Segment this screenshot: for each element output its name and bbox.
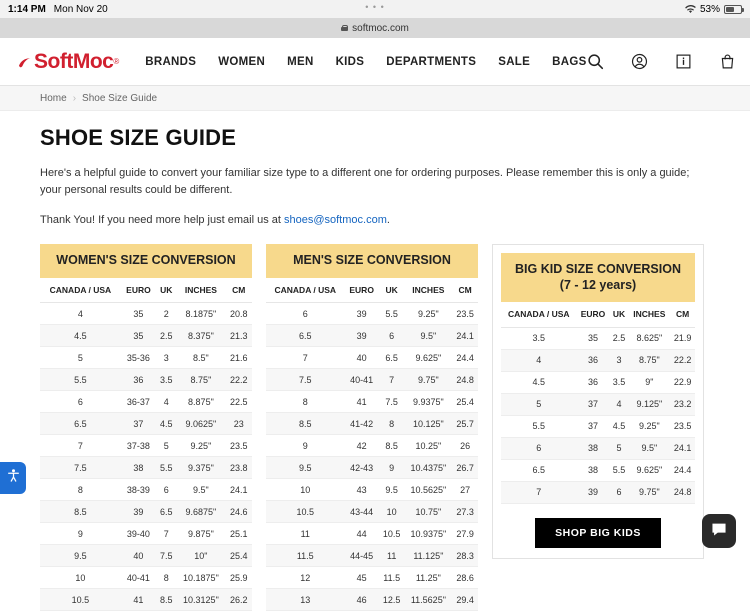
table-cell-2: 7.5 [379,391,405,413]
table-cell-4: 25.4 [452,391,478,413]
table-cell-2: 9 [379,457,405,479]
table-cell-3: 9.5" [405,325,453,347]
table-cell-4: 24.1 [225,479,252,501]
contact-paragraph [40,214,710,226]
site-header [0,38,750,86]
table-row [266,391,478,413]
table-cell-1: 39 [577,481,610,503]
table-cell-2: 5.5 [609,459,628,481]
table-cell-1: 42-43 [345,457,379,479]
table-cell-2: 7.5 [156,545,176,567]
table-cell-3: 9.25" [629,415,671,437]
table-cell-0: 5 [501,393,577,415]
table-row [40,545,252,567]
table-cell-4: 23.2 [670,393,695,415]
table-cell-3: 9.75" [405,369,453,391]
battery-icon [724,5,742,14]
table-cell-2: 5.5 [156,457,176,479]
table-cell-2: 7 [156,523,176,545]
table-cell-1: 38-39 [121,479,156,501]
table-row [40,589,252,611]
table-cell-3: 9.0625" [176,413,225,435]
col-canada-usa: CANADA / USA [40,278,121,303]
table-cell-2: 4 [156,391,176,413]
table-row [501,437,695,459]
table-cell-4: 25.9 [225,567,252,589]
table-cell-1: 46 [345,589,379,611]
info-icon[interactable] [675,53,693,71]
table-cell-1: 39-40 [121,523,156,545]
table-cell-1: 44 [345,523,379,545]
table-row [40,501,252,523]
mens-table-body [266,303,478,611]
table-cell-0: 4 [501,349,577,371]
table-cell-3: 9.9375" [405,391,453,413]
status-date: Mon Nov 20 [53,3,108,15]
table-cell-2: 8.5 [156,589,176,611]
womens-size-table-card [40,244,252,611]
table-cell-0: 6 [40,391,121,413]
table-cell-3: 9.25" [176,435,225,457]
table-cell-4: 24.8 [452,369,478,391]
intro-paragraph: Here's a helpful guide to convert your familiar size type to a different one for ordering purposes. Please remember this is only a guide; your personal results could be different. [40,167,690,197]
table-cell-1: 36 [577,371,610,393]
table-cell-0: 11 [266,523,345,545]
nav-men[interactable]: MEN [287,55,314,68]
table-row [40,325,252,347]
table-cell-3: 9.125" [629,393,671,415]
wifi-icon [685,5,696,14]
table-cell-1: 44-45 [345,545,379,567]
table-cell-4: 25.1 [225,523,252,545]
table-header-row [501,302,695,327]
table-cell-1: 35 [121,303,156,325]
table-cell-4: 22.9 [670,371,695,393]
lock-icon [341,25,348,31]
table-cell-4: 24.6 [225,501,252,523]
table-row [501,371,695,393]
table-cell-0: 4.5 [501,371,577,393]
table-cell-3: 10" [176,545,225,567]
table-row [40,369,252,391]
header-icon-group [587,53,737,71]
table-cell-4: 29.4 [452,589,478,611]
table-cell-3: 11.5625" [405,589,453,611]
logo-swoosh-icon [18,56,32,68]
table-cell-0: 7 [266,347,345,369]
table-cell-1: 35 [577,327,610,349]
nav-bags[interactable]: BAGS [552,55,587,68]
table-cell-1: 37 [577,393,610,415]
table-cell-2: 4 [609,393,628,415]
url-text[interactable]: softmoc.com [352,22,409,34]
tab-dots-indicator: • • • [365,2,385,12]
table-cell-2: 6 [379,325,405,347]
table-row [266,325,478,347]
table-row [40,391,252,413]
col-inches: INCHES [629,302,671,327]
table-row [40,523,252,545]
table-row [40,347,252,369]
table-cell-2: 11.5 [379,567,405,589]
logo-registered-mark: ® [113,57,120,66]
table-row [266,567,478,589]
table-cell-4: 25.7 [452,413,478,435]
table-cell-1: 45 [345,567,379,589]
table-cell-4: 24.1 [670,437,695,459]
table-cell-4: 26 [452,435,478,457]
table-cell-4: 27 [452,479,478,501]
mens-size-table [266,278,478,611]
table-cell-0: 7.5 [266,369,345,391]
table-cell-3: 10.4375" [405,457,453,479]
nav-sale[interactable]: SALE [498,55,531,68]
table-cell-3: 9.25" [405,303,453,325]
table-cell-0: 8 [266,391,345,413]
table-cell-0: 7.5 [40,457,121,479]
table-cell-0: 6.5 [266,325,345,347]
table-cell-2: 7 [379,369,405,391]
browser-url-bar[interactable] [0,18,750,38]
table-row [40,303,252,325]
table-cell-0: 3.5 [501,327,577,349]
col-inches: INCHES [405,278,453,303]
table-cell-2: 9.5 [379,479,405,501]
table-row [266,545,478,567]
table-cell-3: 11.125" [405,545,453,567]
table-cell-1: 35-36 [121,347,156,369]
table-cell-0: 12 [266,567,345,589]
table-cell-4: 26.2 [225,589,252,611]
table-cell-2: 3.5 [609,371,628,393]
table-row [266,369,478,391]
table-cell-2: 8.5 [379,435,405,457]
table-cell-0: 4.5 [40,325,121,347]
table-cell-3: 9.75" [629,481,671,503]
table-cell-3: 9.625" [405,347,453,369]
col-euro: EURO [121,278,156,303]
table-cell-4: 25.4 [225,545,252,567]
table-row [40,413,252,435]
womens-size-table [40,278,252,611]
email-link[interactable]: shoes@softmoc.com [283,214,387,227]
table-cell-1: 40 [345,347,379,369]
table-cell-4: 24.1 [452,325,478,347]
table-row [40,457,252,479]
table-cell-3: 8.75" [629,349,671,371]
table-cell-0: 6.5 [501,459,577,481]
table-row [266,435,478,457]
bigkid-table-title [501,253,695,302]
table-cell-2: 5.5 [379,303,405,325]
col-euro: EURO [345,278,379,303]
mens-size-table-card [266,244,478,611]
table-cell-1: 41-42 [345,413,379,435]
nav-departments[interactable]: DEPARTMENTS [386,55,477,68]
table-cell-0: 5.5 [40,369,121,391]
status-time: 1:14 PM [8,3,46,15]
table-cell-4: 23 [225,413,252,435]
bigkid-title-line2: (7 - 12 years) [559,277,637,292]
table-cell-3: 8.375" [176,325,225,347]
table-cell-4: 22.5 [225,391,252,413]
table-cell-3: 11.25" [405,567,453,589]
table-row [266,523,478,545]
table-row [501,393,695,415]
col-cm: CM [225,278,252,303]
table-cell-1: 36-37 [121,391,156,413]
table-cell-4: 24.8 [670,481,695,503]
table-cell-2: 12.5 [379,589,405,611]
table-row [501,349,695,371]
table-cell-0: 6.5 [40,413,121,435]
bigkid-title-line1: BIG KID SIZE CONVERSION [515,262,681,277]
breadcrumb-current: Shoe Size Guide [82,92,158,104]
table-cell-3: 9.6875" [176,501,225,523]
col-cm: CM [670,302,695,327]
table-cell-1: 35 [121,325,156,347]
table-cell-3: 9.625" [629,459,671,481]
table-cell-3: 10.1875" [176,567,225,589]
table-cell-0: 10.5 [40,589,121,611]
contact-suffix: . [386,214,390,227]
table-cell-0: 5 [40,347,121,369]
table-header-row [40,278,252,303]
table-cell-1: 41 [121,589,156,611]
table-cell-3: 9.5" [629,437,671,459]
page-title: SHOE SIZE GUIDE [40,125,237,150]
table-cell-1: 36 [577,349,610,371]
table-cell-3: 8.75" [176,369,225,391]
table-row [266,457,478,479]
table-cell-4: 27.9 [452,523,478,545]
table-cell-1: 38 [121,457,156,479]
table-cell-0: 9 [40,523,121,545]
table-cell-0: 6 [501,437,577,459]
table-cell-4: 21.3 [225,325,252,347]
table-cell-0: 8.5 [266,413,345,435]
table-cell-4: 27.3 [452,501,478,523]
table-row [266,303,478,325]
table-row [501,415,695,437]
table-cell-3: 10.3125" [176,589,225,611]
table-row [40,435,252,457]
battery-percent: 53% [699,3,720,15]
table-cell-1: 39 [121,501,156,523]
status-left [8,4,108,15]
col-canada-usa: CANADA / USA [266,278,345,303]
search-icon[interactable] [587,53,605,71]
nav-brands[interactable]: BRANDS [145,55,197,68]
table-cell-4: 23.5 [225,435,252,457]
table-cell-3: 10.5625" [405,479,453,501]
shop-big-kids-button[interactable]: SHOP BIG KIDS [535,518,661,548]
accessibility-icon [6,468,21,488]
table-cell-2: 6 [609,481,628,503]
table-cell-2: 5 [156,435,176,457]
col-uk: UK [379,278,405,303]
table-cell-4: 23.5 [452,303,478,325]
ios-status-bar [0,0,750,18]
table-cell-2: 2 [156,303,176,325]
womens-table-title: WOMEN'S SIZE CONVERSION [40,244,252,278]
shop-big-kids-wrap [493,518,703,548]
status-right [685,0,742,18]
table-cell-1: 38 [577,459,610,481]
table-row [266,413,478,435]
page-content [0,111,750,611]
table-cell-4: 20.8 [225,303,252,325]
chat-icon [710,520,728,543]
table-cell-2: 6.5 [156,501,176,523]
table-cell-4: 21.6 [225,347,252,369]
table-row [266,347,478,369]
table-cell-3: 8.1875" [176,303,225,325]
table-row [266,501,478,523]
table-cell-3: 10.25" [405,435,453,457]
table-cell-3: 10.125" [405,413,453,435]
table-cell-3: 9.875" [176,523,225,545]
table-cell-0: 9.5 [266,457,345,479]
table-cell-2: 8 [156,567,176,589]
table-cell-4: 21.9 [670,327,695,349]
table-header-row [266,278,478,303]
nav-kids[interactable]: KIDS [335,55,365,68]
table-cell-1: 37 [121,413,156,435]
table-cell-0: 4 [40,303,121,325]
table-cell-0: 11.5 [266,545,345,567]
table-cell-0: 7 [501,481,577,503]
table-cell-3: 10.75" [405,501,453,523]
table-cell-1: 41 [345,391,379,413]
table-cell-0: 10 [40,567,121,589]
table-cell-3: 8.875" [176,391,225,413]
table-cell-4: 28.3 [452,545,478,567]
col-uk: UK [156,278,176,303]
size-tables [40,244,710,611]
table-cell-0: 13 [266,589,345,611]
contact-prefix: Thank You! If you need more help just email us at [40,214,284,227]
table-cell-2: 2.5 [609,327,628,349]
col-canada-usa: CANADA / USA [501,302,577,327]
col-euro: EURO [577,302,610,327]
table-cell-4: 28.6 [452,567,478,589]
table-cell-1: 39 [345,303,379,325]
chat-button[interactable] [702,514,736,548]
table-row [40,567,252,589]
table-cell-2: 2.5 [156,325,176,347]
table-cell-0: 6 [266,303,345,325]
table-cell-4: 24.4 [670,459,695,481]
table-cell-2: 3.5 [156,369,176,391]
table-cell-2: 3 [156,347,176,369]
table-cell-2: 11 [379,545,405,567]
table-cell-0: 9 [266,435,345,457]
table-cell-4: 22.2 [670,349,695,371]
table-cell-0: 10.5 [266,501,345,523]
table-row [266,479,478,501]
table-cell-3: 9.5" [176,479,225,501]
breadcrumb-home[interactable]: Home [40,92,67,104]
table-cell-3: 8.625" [629,327,671,349]
table-cell-1: 40 [121,545,156,567]
table-row [266,589,478,611]
table-cell-0: 9.5 [40,545,121,567]
account-icon[interactable] [631,53,649,71]
col-cm: CM [452,278,478,303]
table-row [501,481,695,503]
nav-women[interactable]: WOMEN [218,55,266,68]
table-cell-1: 38 [577,437,610,459]
softmoc-logo[interactable] [18,50,119,74]
table-cell-0: 7 [40,435,121,457]
table-cell-1: 36 [121,369,156,391]
table-cell-1: 40-41 [121,567,156,589]
table-cell-1: 43-44 [345,501,379,523]
table-cell-3: 10.9375" [405,523,453,545]
bigkid-size-table-card [492,244,704,559]
breadcrumb-separator: › [72,92,77,104]
table-cell-4: 23.8 [225,457,252,479]
logo-text: SoftMoc [34,49,114,73]
table-cell-1: 37-38 [121,435,156,457]
col-inches: INCHES [176,278,225,303]
womens-table-body [40,303,252,611]
shopping-bag-icon[interactable] [719,53,737,71]
table-cell-0: 8.5 [40,501,121,523]
table-cell-1: 42 [345,435,379,457]
bigkid-table-body [501,327,695,503]
table-cell-1: 39 [345,325,379,347]
table-cell-2: 10.5 [379,523,405,545]
table-cell-1: 37 [577,415,610,437]
table-cell-4: 22.2 [225,369,252,391]
table-cell-2: 10 [379,501,405,523]
table-cell-3: 8.5" [176,347,225,369]
table-cell-0: 5.5 [501,415,577,437]
table-cell-0: 8 [40,479,121,501]
table-cell-2: 3 [609,349,628,371]
table-row [501,327,695,349]
table-cell-4: 26.7 [452,457,478,479]
table-cell-1: 43 [345,479,379,501]
table-cell-2: 4.5 [156,413,176,435]
table-cell-2: 8 [379,413,405,435]
bigkid-size-table [501,302,695,504]
table-cell-2: 5 [609,437,628,459]
table-row [40,479,252,501]
col-uk: UK [609,302,628,327]
table-cell-4: 23.5 [670,415,695,437]
table-cell-0: 10 [266,479,345,501]
breadcrumb [0,86,750,111]
table-cell-1: 40-41 [345,369,379,391]
table-cell-3: 9" [629,371,671,393]
table-cell-2: 6.5 [379,347,405,369]
main-nav [145,56,586,68]
mens-table-title: MEN'S SIZE CONVERSION [266,244,478,278]
table-row [501,459,695,481]
table-cell-3: 9.375" [176,457,225,479]
table-cell-2: 6 [156,479,176,501]
table-cell-4: 24.4 [452,347,478,369]
table-cell-2: 4.5 [609,415,628,437]
accessibility-button[interactable] [0,462,26,494]
